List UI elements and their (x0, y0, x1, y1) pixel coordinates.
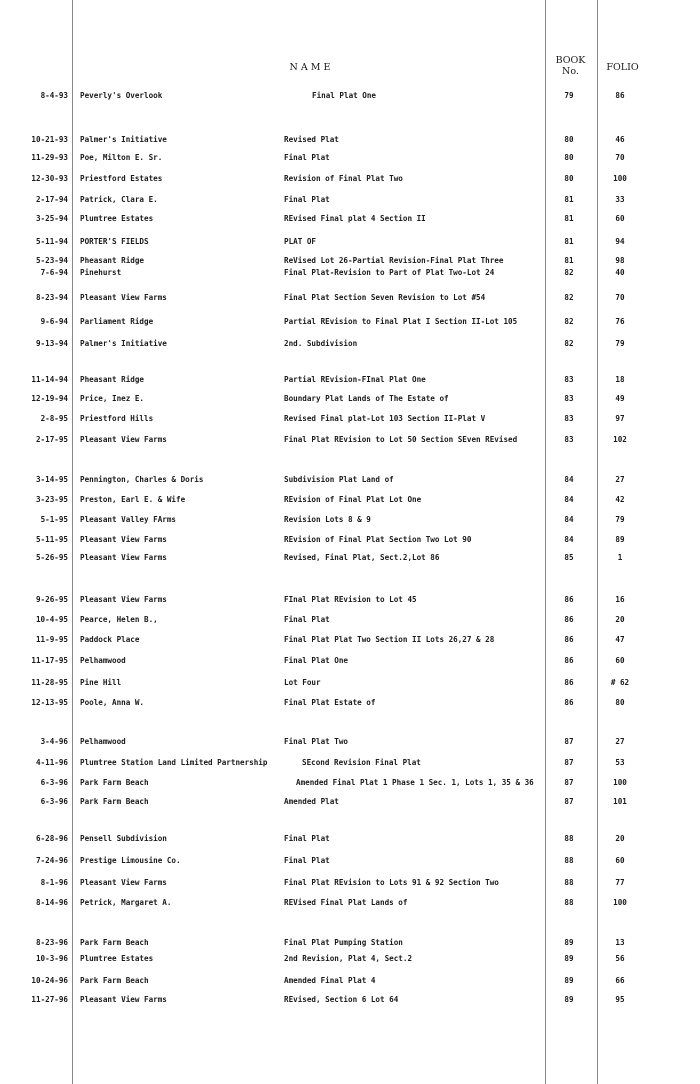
row-date: 8-23-96 (35, 938, 68, 947)
row-name: Pleasant View Farms (80, 435, 167, 444)
row-book: 85 (564, 553, 574, 562)
row-book: 82 (564, 339, 574, 348)
table-row (0, 514, 700, 528)
row-name: Price, Inez E. (80, 394, 145, 403)
row-book: 83 (564, 375, 574, 384)
row-book: 80 (564, 135, 574, 144)
row-name: Paddock Place (80, 635, 140, 644)
row-folio: 20 (615, 615, 625, 624)
row-date: 2-17-95 (35, 435, 68, 444)
row-name: Petrick, Margaret A. (80, 898, 172, 907)
row-folio: 47 (615, 635, 625, 644)
row-name: Priestford Estates (80, 174, 163, 183)
row-book: 89 (564, 938, 574, 947)
row-name: Pleasant Valley FArms (80, 515, 177, 524)
row-book: 81 (564, 195, 574, 204)
row-date: 5-11-94 (35, 237, 68, 246)
row-date: 5-26-95 (35, 553, 68, 562)
row-description: Final Plat Estate of (284, 698, 376, 707)
row-date: 11-28-95 (31, 678, 68, 687)
row-date: 10-24-96 (31, 976, 68, 985)
row-folio: 16 (615, 595, 625, 604)
row-name: Pleasant View Farms (80, 995, 167, 1004)
row-folio: 66 (615, 976, 625, 985)
row-name: Park Farm Beach (80, 797, 149, 806)
row-name: Park Farm Beach (80, 938, 149, 947)
row-name: Poe, Milton E. Sr. (80, 153, 163, 162)
table-row (0, 937, 700, 951)
row-date: 3-4-96 (40, 737, 68, 746)
row-date: 8-4-93 (40, 91, 68, 100)
row-date: 11-14-94 (31, 375, 68, 384)
row-date: 3-25-94 (35, 214, 68, 223)
row-book: 88 (564, 878, 574, 887)
row-date: 7-6-94 (40, 268, 68, 277)
row-book: 89 (564, 954, 574, 963)
name-header: N A M E (289, 62, 331, 73)
row-description: Final Plat REvision to Lots 91 & 92 Section Two (284, 878, 499, 887)
row-folio: 42 (615, 495, 625, 504)
row-description: REvision of Final Plat Lot One (284, 495, 422, 504)
table-row (0, 236, 700, 250)
table-row (0, 413, 700, 427)
row-book: 83 (564, 394, 574, 403)
table-row (0, 338, 700, 352)
row-name: Plumtree Station Land Limited Partnership (80, 758, 268, 767)
row-folio: 13 (615, 938, 625, 947)
table-row (0, 534, 700, 548)
row-description: Final Plat (284, 834, 330, 843)
row-name: Palmer's Initiative (80, 135, 167, 144)
row-date: 11-29-93 (31, 153, 68, 162)
row-description: Final Plat Two (284, 737, 349, 746)
table-row (0, 474, 700, 488)
row-description: Final Plat Section Seven Revision to Lot #54 (284, 293, 486, 302)
row-folio: 70 (615, 293, 625, 302)
row-folio: 60 (615, 214, 625, 223)
row-book: 86 (564, 595, 574, 604)
row-folio: 98 (615, 256, 625, 265)
row-description: Final Plat REvision to Lot 50 Section SEven REvised (284, 435, 518, 444)
row-folio: 80 (615, 698, 625, 707)
row-book: 83 (564, 414, 574, 423)
table-row (0, 777, 700, 791)
row-description: Final Plat One (312, 91, 377, 100)
row-description: Amended Final Plat 4 (284, 976, 376, 985)
row-date: 11-27-96 (31, 995, 68, 1004)
row-name: Pinehurst (80, 268, 122, 277)
row-date: 5-23-94 (35, 256, 68, 265)
row-name: Pheasant Ridge (80, 375, 145, 384)
row-date: 8-14-96 (35, 898, 68, 907)
row-name: PORTER'S FIELDS (80, 237, 149, 246)
table-row (0, 953, 700, 967)
row-description: PLAT OF (284, 237, 317, 246)
row-name: Pleasant View Farms (80, 553, 167, 562)
table-row (0, 855, 700, 869)
row-description: REvised, Section 6 Lot 64 (284, 995, 399, 1004)
row-description: Final Plat-Revision to Part of Plat Two-Lot 24 (284, 268, 495, 277)
row-folio: 40 (615, 268, 625, 277)
row-folio: 18 (615, 375, 625, 384)
table-row (0, 267, 700, 281)
row-folio: 49 (615, 394, 625, 403)
row-description: ReVised Lot 26-Partial Revision-Final Plat Three (284, 256, 504, 265)
row-book: 81 (564, 256, 574, 265)
row-name: Patrick, Clara E. (80, 195, 158, 204)
row-name: Pleasant View Farms (80, 535, 167, 544)
row-name: Plumtree Estates (80, 214, 154, 223)
row-date: 12-19-94 (31, 394, 68, 403)
row-folio: 27 (615, 475, 625, 484)
table-row (0, 374, 700, 388)
row-name: Pensell Subdivision (80, 834, 167, 843)
row-date: 11-9-95 (35, 635, 68, 644)
row-date: 8-23-94 (35, 293, 68, 302)
row-folio: 76 (615, 317, 625, 326)
row-folio: 46 (615, 135, 625, 144)
row-folio: 27 (615, 737, 625, 746)
row-book: 84 (564, 515, 574, 524)
row-folio: 86 (615, 91, 625, 100)
row-book: 87 (564, 758, 574, 767)
row-description: Final Plat (284, 195, 330, 204)
row-description: Final Plat One (284, 656, 349, 665)
row-folio: 20 (615, 834, 625, 843)
row-book: 87 (564, 797, 574, 806)
row-date: 7-24-96 (35, 856, 68, 865)
row-description: REvision of Final Plat Section Two Lot 90 (284, 535, 472, 544)
table-row (0, 655, 700, 669)
row-name: Pine Hill (80, 678, 122, 687)
row-name: Priestford Hills (80, 414, 154, 423)
row-name: Pleasant View Farms (80, 878, 167, 887)
row-book: 86 (564, 698, 574, 707)
row-name: Prestige Limousine Co. (80, 856, 181, 865)
row-description: 2nd Revision, Plat 4, Sect.2 (284, 954, 413, 963)
row-book: 81 (564, 214, 574, 223)
row-book: 86 (564, 635, 574, 644)
row-description: Partial REvision-FInal Plat One (284, 375, 426, 384)
row-date: 5-11-95 (35, 535, 68, 544)
row-date: 4-11-96 (35, 758, 68, 767)
row-description: Revision of Final Plat Two (284, 174, 403, 183)
row-date: 2-8-95 (40, 414, 68, 423)
row-description: Revised, Final Plat, Sect.2,Lot 86 (284, 553, 440, 562)
row-description: Revised Final plat-Lot 103 Section II-Plat V (284, 414, 486, 423)
table-row (0, 494, 700, 508)
row-name: Pearce, Helen B., (80, 615, 158, 624)
row-book: 86 (564, 615, 574, 624)
row-date: 3-14-95 (35, 475, 68, 484)
row-folio: 60 (615, 656, 625, 665)
table-row (0, 434, 700, 448)
row-book: 84 (564, 495, 574, 504)
table-row (0, 697, 700, 711)
row-folio: 79 (615, 339, 625, 348)
row-description: Amended Plat (284, 797, 339, 806)
row-date: 12-13-95 (31, 698, 68, 707)
row-folio: 97 (615, 414, 625, 423)
table-row (0, 677, 700, 691)
table-row (0, 90, 700, 104)
row-folio: 102 (613, 435, 627, 444)
row-description: Final Plat Plat Two Section II Lots 26,27 & 28 (284, 635, 495, 644)
row-book: 86 (564, 656, 574, 665)
table-row (0, 897, 700, 911)
table-row (0, 152, 700, 166)
row-description: Final Plat (284, 856, 330, 865)
table-row (0, 292, 700, 306)
row-name: Parliament Ridge (80, 317, 154, 326)
row-book: 87 (564, 737, 574, 746)
table-row (0, 614, 700, 628)
row-folio: # 62 (610, 678, 630, 687)
row-description: Final Plat (284, 153, 330, 162)
table-row (0, 736, 700, 750)
row-folio: 77 (615, 878, 625, 887)
row-date: 10-4-95 (35, 615, 68, 624)
row-book: 83 (564, 435, 574, 444)
table-row (0, 134, 700, 148)
row-name: Pelhamwood (80, 737, 126, 746)
row-book: 82 (564, 317, 574, 326)
row-date: 3-23-95 (35, 495, 68, 504)
row-date: 9-6-94 (40, 317, 68, 326)
row-name: Pleasant View Farms (80, 293, 167, 302)
row-folio: 95 (615, 995, 625, 1004)
row-description: Partial REvision to Final Plat I Section II-Lot 105 (284, 317, 518, 326)
row-description: 2nd. Subdivision (284, 339, 358, 348)
table-row (0, 393, 700, 407)
row-description: Final Plat (284, 615, 330, 624)
row-book: 86 (564, 678, 574, 687)
row-date: 9-26-95 (35, 595, 68, 604)
row-name: Park Farm Beach (80, 976, 149, 985)
table-row (0, 757, 700, 771)
row-book: 84 (564, 535, 574, 544)
row-name: Pelhamwood (80, 656, 126, 665)
table-row (0, 194, 700, 208)
row-name: Preston, Earl E. & Wife (80, 495, 186, 504)
book-header-line1: BOOK (555, 55, 586, 66)
table-row (0, 877, 700, 891)
row-folio: 100 (613, 898, 627, 907)
table-row (0, 994, 700, 1008)
row-description: Final Plat Pumping Station (284, 938, 403, 947)
row-description: REvised Final plat 4 Section II (284, 214, 426, 223)
table-row (0, 833, 700, 847)
row-description: Revised Plat (284, 135, 339, 144)
row-folio: 70 (615, 153, 625, 162)
row-name: Park Farm Beach (80, 778, 149, 787)
row-name: Pleasant View Farms (80, 595, 167, 604)
row-folio: 79 (615, 515, 625, 524)
row-folio: 53 (615, 758, 625, 767)
row-book: 84 (564, 475, 574, 484)
row-folio: 100 (613, 174, 627, 183)
row-folio: 1 (617, 553, 623, 562)
table-row (0, 316, 700, 330)
row-date: 5-1-95 (40, 515, 68, 524)
row-folio: 56 (615, 954, 625, 963)
row-description: Lot Four (284, 678, 321, 687)
row-folio: 60 (615, 856, 625, 865)
row-description: REVised Final Plat Lands of (284, 898, 408, 907)
table-row (0, 594, 700, 608)
row-date: 6-3-96 (40, 797, 68, 806)
row-description: Boundary Plat Lands of The Estate of (284, 394, 449, 403)
table-row (0, 173, 700, 187)
row-folio: 33 (615, 195, 625, 204)
row-name: Pheasant Ridge (80, 256, 145, 265)
row-name: Plumtree Estates (80, 954, 154, 963)
book-header (548, 55, 593, 77)
row-name: Pennington, Charles & Doris (80, 475, 204, 484)
row-folio: 89 (615, 535, 625, 544)
row-folio: 94 (615, 237, 625, 246)
table-row (0, 796, 700, 810)
row-book: 89 (564, 976, 574, 985)
row-book: 89 (564, 995, 574, 1004)
row-name: Peverly's Overlook (80, 91, 163, 100)
row-book: 82 (564, 293, 574, 302)
row-folio: 100 (613, 778, 627, 787)
row-book: 81 (564, 237, 574, 246)
folio-header: FOLIO (606, 62, 639, 73)
row-date: 12-30-93 (31, 174, 68, 183)
row-description: Revision Lots 8 & 9 (284, 515, 371, 524)
row-book: 79 (564, 91, 574, 100)
row-date: 10-3-96 (35, 954, 68, 963)
table-row (0, 213, 700, 227)
table-row (0, 552, 700, 566)
row-date: 6-3-96 (40, 778, 68, 787)
row-book: 80 (564, 153, 574, 162)
row-book: 88 (564, 898, 574, 907)
row-book: 80 (564, 174, 574, 183)
book-header-line2: No. (562, 66, 579, 77)
row-date: 11-17-95 (31, 656, 68, 665)
row-book: 87 (564, 778, 574, 787)
row-description: FInal Plat REvision to Lot 45 (284, 595, 417, 604)
row-book: 88 (564, 856, 574, 865)
row-name: Palmer's Initiative (80, 339, 167, 348)
row-folio: 101 (613, 797, 627, 806)
row-name: Poole, Anna W. (80, 698, 145, 707)
row-date: 10-21-93 (31, 135, 68, 144)
row-date: 6-28-96 (35, 834, 68, 843)
row-date: 9-13-94 (35, 339, 68, 348)
row-date: 2-17-94 (35, 195, 68, 204)
row-description: SEcond Revision Final Plat (302, 758, 421, 767)
row-description: Subdivision Plat Land of (284, 475, 394, 484)
row-date: 8-1-96 (40, 878, 68, 887)
row-book: 88 (564, 834, 574, 843)
table-row (0, 975, 700, 989)
table-row (0, 634, 700, 648)
row-book: 82 (564, 268, 574, 277)
row-description: Amended Final Plat 1 Phase 1 Sec. 1, Lots 1, 35 & 36 (296, 778, 534, 787)
